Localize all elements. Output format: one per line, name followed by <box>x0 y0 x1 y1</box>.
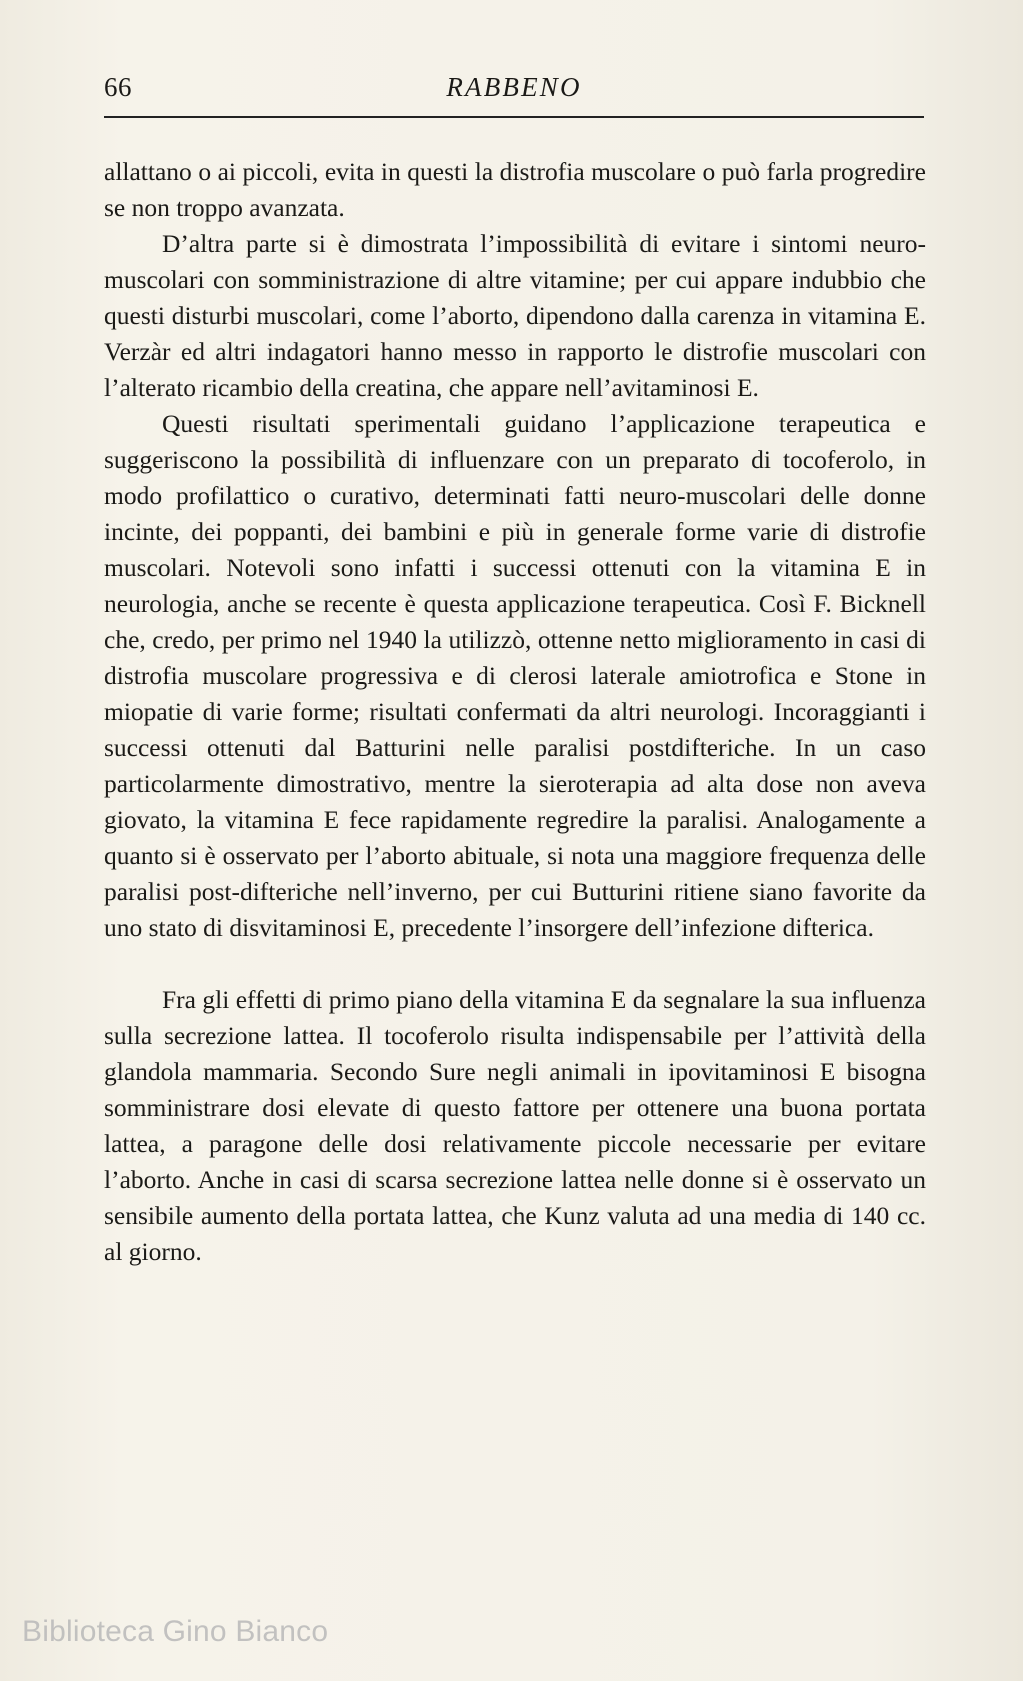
body-text <box>104 154 926 1270</box>
page-header <box>104 64 924 112</box>
running-head: RABBENO <box>446 72 582 102</box>
paragraph-1: allattano o ai piccoli, evita in questi la distrofia muscolare o può farla progredire se non troppo avanzata. <box>104 157 926 222</box>
paragraph-2: D’altra parte si è dimostrata l’impossibilità di evitare i sintomi neuro-muscolari con somministrazione di altre vitamine; per cui appare indubbio che questi disturbi muscolari, come l’aborto, dipendono dalla carenza in vitamina E. Verzàr ed altri indagatori hanno messo in rapporto le distrofie muscolari con l’alterato ricambio della creatina, che appare nell’avitaminosi E. <box>104 229 926 402</box>
paragraph-3: Questi risultati sperimentali guidano l’applicazione terapeutica e suggeriscono la possibilità di influenzare con un preparato di tocoferolo, in modo profilattico o curativo, determinati fatti neuro-muscolari delle donne incinte, dei poppanti, dei bambini e più in generale forme varie di distrofie muscolari. Notevoli sono infatti i successi ottenuti con la vitamina E in neurologia, anche se recente è questa applicazione terapeutica. Così F. Bicknell che, credo, per primo nel 1940 la utilizzò, ottenne netto miglioramento in casi di distrofia muscolare progressiva e di clerosi laterale amiotrofica e Stone in miopatie di varie forme; risultati confermati da altri neurologi. Incoraggianti i successi ottenuti dal Batturini nelle paralisi postdifteriche. In un caso particolarmente dimostrativo, mentre la sieroterapia ad alta dose non aveva giovato, la vitamina E fece rapidamente regredire la paralisi. Analogamente a quanto si è osservato per l’aborto abituale, si nota una maggiore frequenza delle paralisi post-difteriche nell’inverno, per cui Butturini ritiene siano favorite da uno stato di disvitaminosi E, precedente l’insorgere dell’infezione difterica. <box>104 409 926 942</box>
page-number: 66 <box>104 72 132 102</box>
paragraph-4: Fra gli effetti di primo piano della vitamina E da segnalare la sua influenza sulla secrezione lattea. Il tocoferolo risulta indispensabile per l’attività della glandola mammaria. Secondo Sure negli animali in ipovitaminosi E bisogna somministrare dosi elevate di questo fattore per ottenere una buona portata lattea, a paragone delle dosi relativamente piccole necessarie per evitare l’aborto. Anche in casi di scarsa secrezione lattea nelle donne si è osservato un sensibile aumento della portata lattea, che Kunz valuta ad una media di 140 cc. al giorno. <box>104 985 926 1266</box>
library-watermark: Biblioteca Gino Bianco <box>22 1615 329 1648</box>
header-rule <box>104 116 924 118</box>
